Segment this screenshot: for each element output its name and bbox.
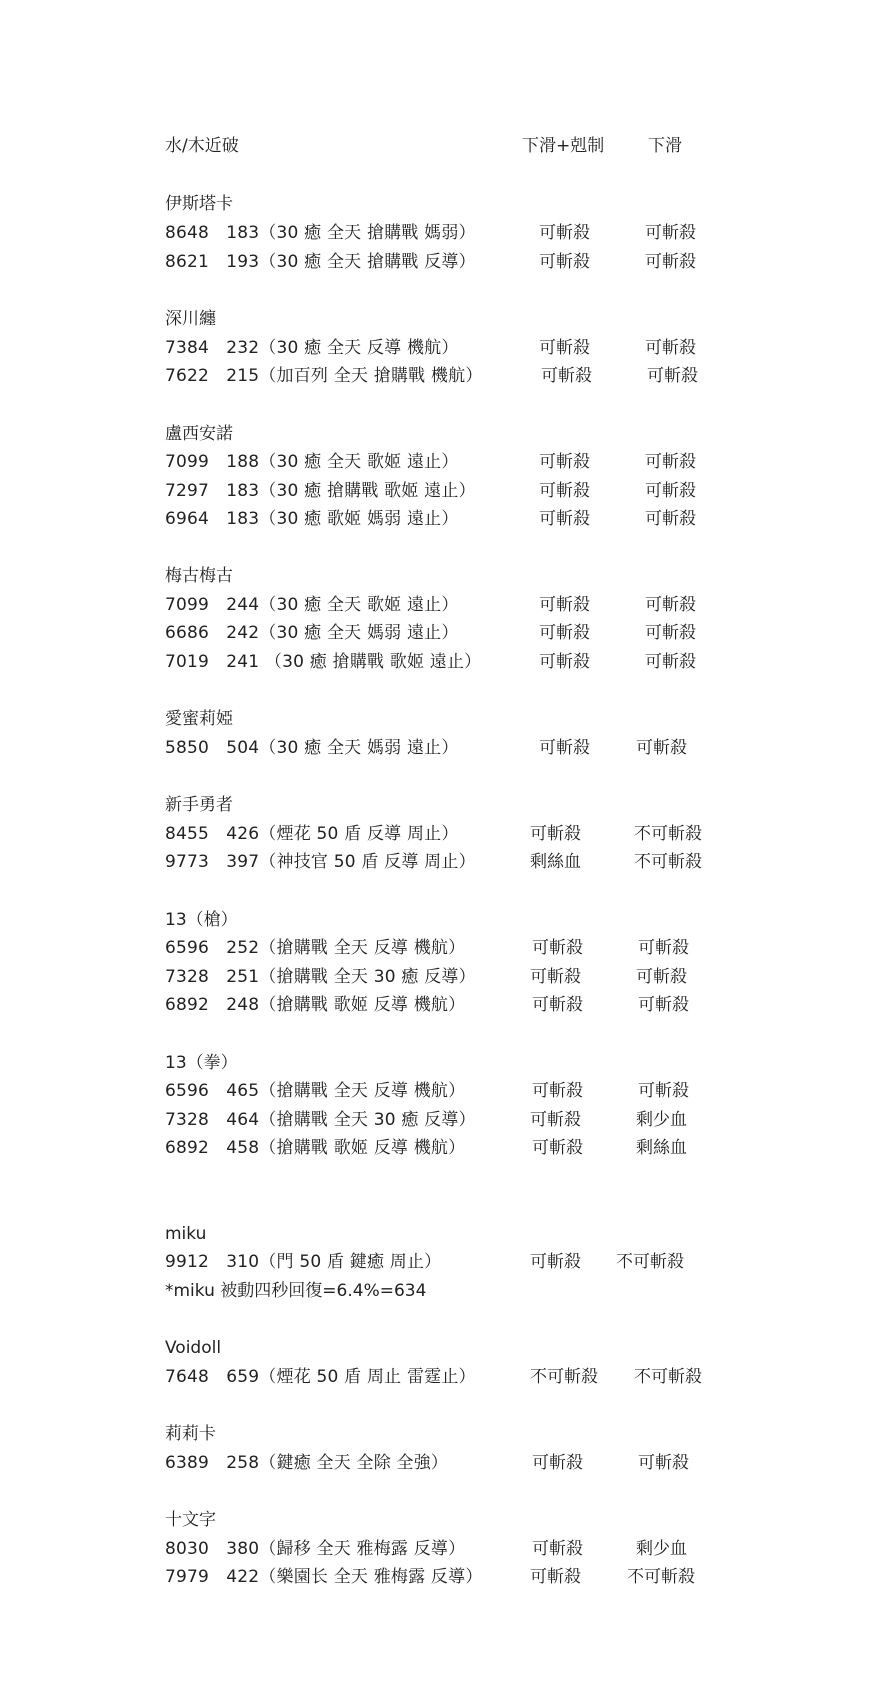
- result-slide: 可斬殺: [645, 338, 696, 358]
- note-row: [0, 1277, 870, 1305]
- stat-text: 7328 464（搶購戰 全天 30 癒 反導）: [165, 1110, 476, 1130]
- stat-row: [0, 1449, 870, 1477]
- result-slide-counter: 可斬殺: [541, 366, 592, 386]
- result-slide-counter: 可斬殺: [539, 223, 590, 243]
- result-slide-counter: 可斬殺: [530, 967, 581, 987]
- result-slide-counter: 可斬殺: [530, 1252, 581, 1272]
- group-title: [0, 190, 870, 218]
- stat-text: 8455 426（煙花 50 盾 反導 周止）: [165, 824, 459, 844]
- stat-text: 7622 215（加百列 全天 搶購戰 機航）: [165, 366, 483, 386]
- result-slide: 剩絲血: [636, 1138, 687, 1158]
- character-name: 莉莉卡: [165, 1424, 216, 1444]
- stat-row: [0, 734, 870, 762]
- stat-text: 6596 252（搶購戰 全天 反導 機航）: [165, 938, 466, 958]
- column-header-slide: 下滑: [648, 136, 682, 156]
- result-slide: 可斬殺: [645, 652, 696, 672]
- stat-row: [0, 591, 870, 619]
- passive-note: *miku 被動四秒回復=6.4%=634: [165, 1281, 427, 1301]
- result-slide-counter: 可斬殺: [539, 652, 590, 672]
- stat-row: [0, 1363, 870, 1391]
- stat-text: 8648 183（30 癒 全天 搶購戰 媽弱）: [165, 223, 476, 243]
- result-slide-counter: 可斬殺: [539, 252, 590, 272]
- result-slide-counter: 可斬殺: [539, 338, 590, 358]
- character-name: 十文字: [165, 1510, 216, 1530]
- stat-text: 7648 659（煙花 50 盾 周止 雷霆止）: [165, 1367, 476, 1387]
- result-slide-counter: 可斬殺: [539, 452, 590, 472]
- character-name: 13（槍）: [165, 910, 238, 930]
- result-slide-counter: 可斬殺: [532, 938, 583, 958]
- character-name: 梅古梅古: [165, 566, 233, 586]
- stat-text: 7099 244（30 癒 全天 歌姬 遠止）: [165, 595, 459, 615]
- stat-text: 7099 188（30 癒 全天 歌姬 遠止）: [165, 452, 459, 472]
- stat-text: 9912 310（門 50 盾 鍵癒 周止）: [165, 1252, 442, 1272]
- stat-text: 7019 241 （30 癒 搶購戰 歌姬 遠止）: [165, 652, 482, 672]
- result-slide: 可斬殺: [638, 938, 689, 958]
- result-slide: 可斬殺: [638, 995, 689, 1015]
- group-title: [0, 1220, 870, 1248]
- result-slide-counter: 可斬殺: [539, 595, 590, 615]
- result-slide: 可斬殺: [645, 481, 696, 501]
- result-slide: 可斬殺: [647, 366, 698, 386]
- stat-text: 6892 248（搶購戰 歌姬 反導 機航）: [165, 995, 466, 1015]
- result-slide: 不可斬殺: [634, 824, 702, 844]
- result-slide-counter: 可斬殺: [532, 1453, 583, 1473]
- stat-text: 7297 183（30 癒 搶購戰 歌姬 遠止）: [165, 481, 476, 501]
- document-title: 水/木近破: [165, 136, 239, 156]
- stat-text: 7384 232（30 癒 全天 反導 機航）: [165, 338, 459, 358]
- result-slide-counter: 可斬殺: [539, 509, 590, 529]
- stat-text: 5850 504（30 癒 全天 媽弱 遠止）: [165, 738, 459, 758]
- stat-row: [0, 1134, 870, 1162]
- result-slide-counter: 可斬殺: [539, 738, 590, 758]
- stat-text: 7979 422（樂園长 全天 雅梅露 反導）: [165, 1567, 483, 1587]
- result-slide: 不可斬殺: [616, 1252, 684, 1272]
- result-slide-counter: 可斬殺: [539, 623, 590, 643]
- stat-row: [0, 820, 870, 848]
- stat-text: 6892 458（搶購戰 歌姬 反導 機航）: [165, 1138, 466, 1158]
- stat-row: [0, 1535, 870, 1563]
- result-slide-counter: 可斬殺: [530, 1110, 581, 1130]
- stat-text: 6389 258（鍵癒 全天 全除 全強）: [165, 1453, 449, 1473]
- stat-text: 6596 465（搶購戰 全天 反導 機航）: [165, 1081, 466, 1101]
- group-title: [0, 1506, 870, 1534]
- group-title: [0, 906, 870, 934]
- stat-row: [0, 1563, 870, 1591]
- stat-row: [0, 934, 870, 962]
- stat-row: [0, 505, 870, 533]
- result-slide: 可斬殺: [645, 252, 696, 272]
- stat-row: [0, 334, 870, 362]
- stat-row: [0, 1077, 870, 1105]
- result-slide: 可斬殺: [645, 223, 696, 243]
- result-slide: 可斬殺: [645, 623, 696, 643]
- result-slide: 可斬殺: [638, 1453, 689, 1473]
- stat-row: [0, 1106, 870, 1134]
- character-name: 盧西安諾: [165, 424, 233, 444]
- result-slide: 剩少血: [636, 1539, 687, 1559]
- group-title: [0, 1334, 870, 1362]
- stat-row: [0, 248, 870, 276]
- group-title: [0, 1420, 870, 1448]
- group-title: [0, 1049, 870, 1077]
- stat-row: [0, 448, 870, 476]
- result-slide: 可斬殺: [645, 595, 696, 615]
- character-name: 伊斯塔卡: [165, 194, 233, 214]
- group-title: [0, 305, 870, 333]
- group-title: [0, 420, 870, 448]
- result-slide: 可斬殺: [645, 452, 696, 472]
- result-slide: 可斬殺: [645, 509, 696, 529]
- result-slide-counter: 可斬殺: [532, 1539, 583, 1559]
- stat-row: [0, 1248, 870, 1276]
- result-slide: 可斬殺: [636, 738, 687, 758]
- result-slide: 不可斬殺: [627, 1567, 695, 1587]
- header-row: [0, 132, 870, 160]
- character-name: 13（拳）: [165, 1053, 238, 1073]
- stat-row: [0, 477, 870, 505]
- stat-row: [0, 648, 870, 676]
- stat-row: [0, 219, 870, 247]
- group-title: [0, 705, 870, 733]
- character-name: miku: [165, 1224, 207, 1244]
- stat-text: 8030 380（歸移 全天 雅梅露 反導）: [165, 1539, 466, 1559]
- stat-row: [0, 362, 870, 390]
- stat-row: [0, 619, 870, 647]
- result-slide-counter: 可斬殺: [530, 1567, 581, 1587]
- group-title: [0, 562, 870, 590]
- stat-text: 8621 193（30 癒 全天 搶購戰 反導）: [165, 252, 476, 272]
- stat-text: 6686 242（30 癒 全天 媽弱 遠止）: [165, 623, 459, 643]
- result-slide: 可斬殺: [638, 1081, 689, 1101]
- stat-row: [0, 991, 870, 1019]
- result-slide-counter: 可斬殺: [532, 1138, 583, 1158]
- result-slide-counter: 可斬殺: [530, 824, 581, 844]
- result-slide: 不可斬殺: [634, 852, 702, 872]
- result-slide-counter: 可斬殺: [532, 1081, 583, 1101]
- result-slide-counter: 可斬殺: [532, 995, 583, 1015]
- result-slide: 可斬殺: [636, 967, 687, 987]
- column-header-slide-counter: 下滑+剋制: [522, 136, 605, 156]
- result-slide: 不可斬殺: [634, 1367, 702, 1387]
- result-slide: 剩少血: [636, 1110, 687, 1130]
- result-slide-counter: 可斬殺: [539, 481, 590, 501]
- stat-text: 7328 251（搶購戰 全天 30 癒 反導）: [165, 967, 476, 987]
- character-name: 新手勇者: [165, 795, 233, 815]
- character-name: 深川纏: [165, 309, 216, 329]
- character-name: Voidoll: [165, 1338, 222, 1358]
- character-name: 愛蜜莉婭: [165, 709, 233, 729]
- stat-row: [0, 848, 870, 876]
- group-title: [0, 791, 870, 819]
- stat-row: [0, 963, 870, 991]
- stat-text: 6964 183（30 癒 歌姬 媽弱 遠止）: [165, 509, 459, 529]
- result-slide-counter: 不可斬殺: [530, 1367, 598, 1387]
- stat-text: 9773 397（神技官 50 盾 反導 周止）: [165, 852, 476, 872]
- result-slide-counter: 剩絲血: [530, 852, 581, 872]
